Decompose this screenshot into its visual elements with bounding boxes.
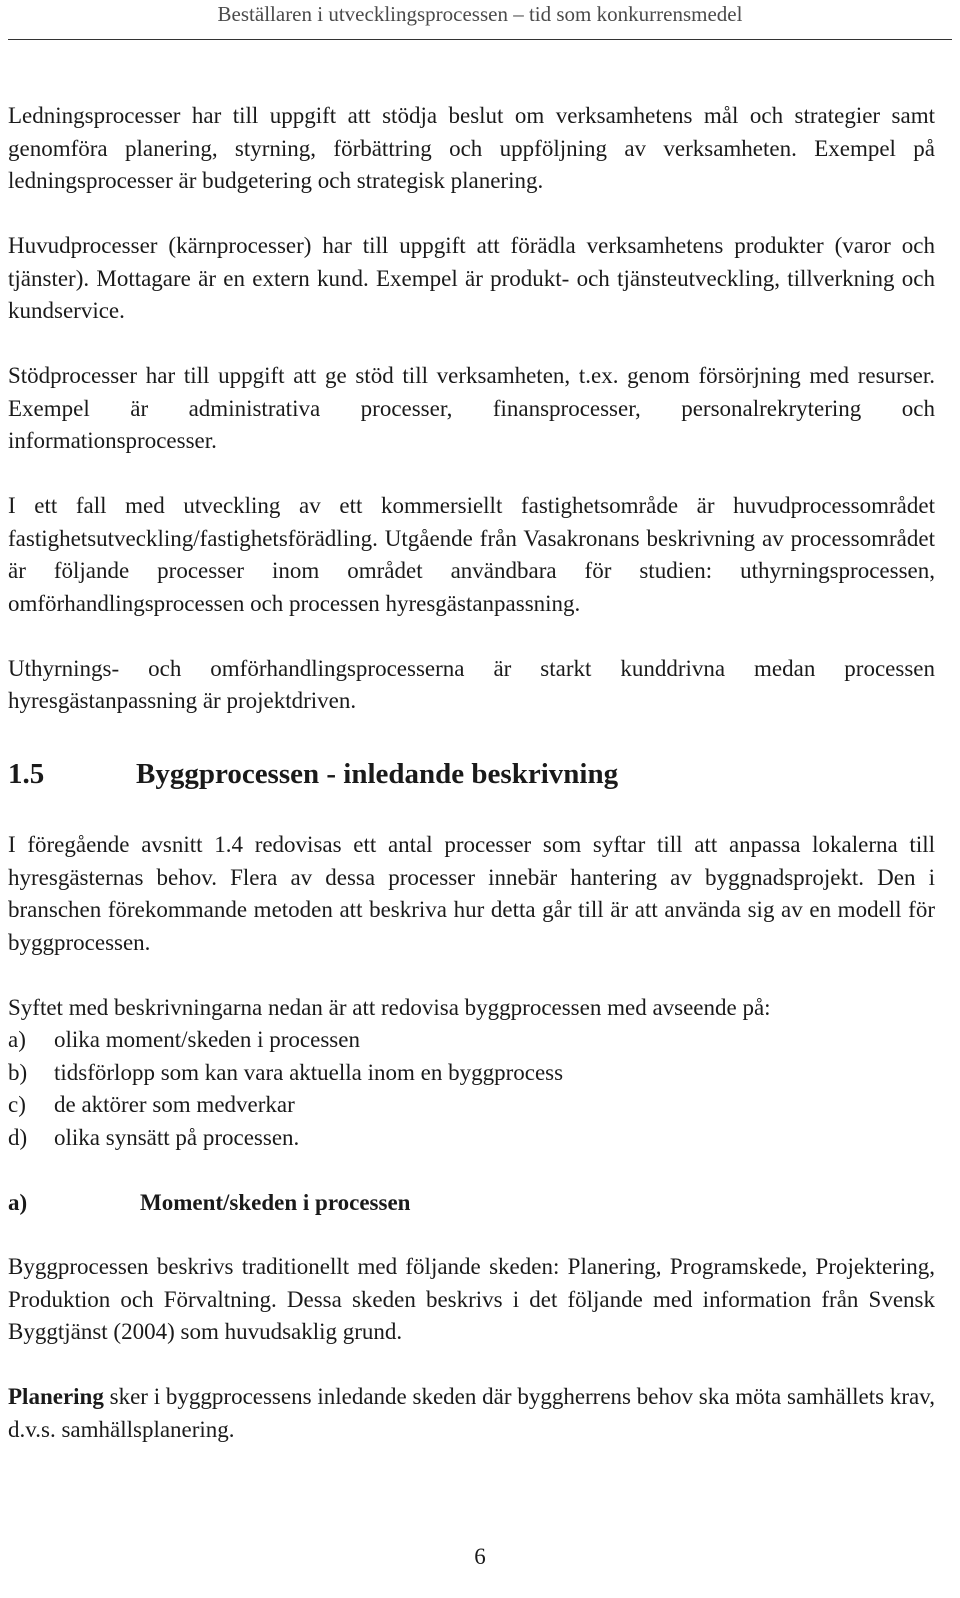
list-item (8, 1122, 935, 1155)
list-item-text: olika synsätt på processen. (54, 1124, 300, 1150)
list-item (8, 1089, 935, 1122)
subsection-letter: a) (8, 1189, 28, 1215)
list-item (8, 1024, 935, 1057)
paragraph-planering (8, 1381, 935, 1446)
list-marker: c) (8, 1092, 26, 1117)
list-item (8, 1057, 935, 1090)
list-marker: b) (8, 1059, 28, 1085)
list-item-text: tidsförlopp som kan vara aktuella inom en byggprocess (54, 1059, 564, 1085)
header-rule (8, 39, 952, 40)
paragraph-byggprocessen-skeden: Byggprocessen beskrivs traditionellt med följande skeden: Planering, Programskede, Projektering, Produktion och Förvaltning. Dessa skeden beskrivs i det följande med information från Svensk Byggtjänst (2004) som huvudsaklig grund. (8, 1254, 935, 1344)
subsection-heading (8, 1187, 935, 1220)
paragraph-syftet: Syftet med beskrivningarna nedan är att redovisa byggprocessen med avseende på: (8, 994, 771, 1020)
section-number: 1.5 (8, 758, 45, 790)
list-marker: d) (8, 1124, 28, 1150)
page-number: 6 (474, 1544, 486, 1569)
paragraph-foregaende-avsnitt: I föregående avsnitt 1.4 redovisas ett antal processer som syftar till att anpassa lokalerna till hyresgästernas behov. Flera av dessa processer innebär hantering av byggnadsprojekt. Den i branschen förekommande metoden att beskriva hur detta går till är att använda sig av en modell för byggprocessen. (8, 832, 935, 955)
section-heading (8, 750, 935, 794)
section-title: Byggprocessen - inledande beskrivning (136, 758, 619, 790)
paragraph-ledningsprocesser: Ledningsprocesser har till uppgift att stödja beslut om verksamhetens mål och strategier samt genomföra planering, styrning, förbättring och uppföljning av verksamheten. Exempel på ledningsprocesser är budgetering och strategisk planering. (8, 103, 935, 193)
list-item-text: de aktörer som medverkar (54, 1092, 295, 1117)
running-header: Beställaren i utvecklingsprocessen – tid som konkurrensmedel (217, 2, 743, 26)
paragraph-fastighetsomrade: I ett fall med utveckling av ett kommersiellt fastighetsområde är huvudprocessområdet fastighetsutveckling/fastighetsförädling. Utgående från Vasakronans beskrivning av processområdet är följande processer inom området användbara för studien: uthyrningsprocessen, omförhandlingsprocessen och processen hyresgästanpassning. (8, 493, 935, 616)
subsection-title: Moment/skeden i processen (140, 1189, 411, 1215)
purpose-list (8, 1024, 935, 1154)
list-item-text: olika moment/skeden i processen (54, 1027, 360, 1052)
paragraph-stodprocesser: Stödprocesser har till uppgift att ge stöd till verksamheten, t.ex. genom försörjning med resurser. Exempel är administrativa processer, finansprocesser, personalrekrytering och informationsprocesser. (8, 363, 935, 453)
planering-text: sker i byggprocessens inledande skeden där byggherrens behov ska möta samhällets krav, d.v.s. samhällsplanering. (8, 1384, 935, 1442)
paragraph-huvudprocesser: Huvudprocesser (kärnprocesser) har till uppgift att förädla verksamhetens produkter (varor och tjänster). Mottagare är en extern kund. Exempel är produkt- och tjänsteutveckling, tillverkning och kundservice. (8, 233, 935, 323)
page-body (8, 100, 935, 1446)
paragraph-uthyrning: Uthyrnings- och omförhandlingsprocesserna är starkt kunddrivna medan processen hyresgästanpassning är projektdriven. (8, 655, 935, 713)
list-marker: a) (8, 1027, 26, 1052)
term-planering: Planering (8, 1384, 104, 1409)
